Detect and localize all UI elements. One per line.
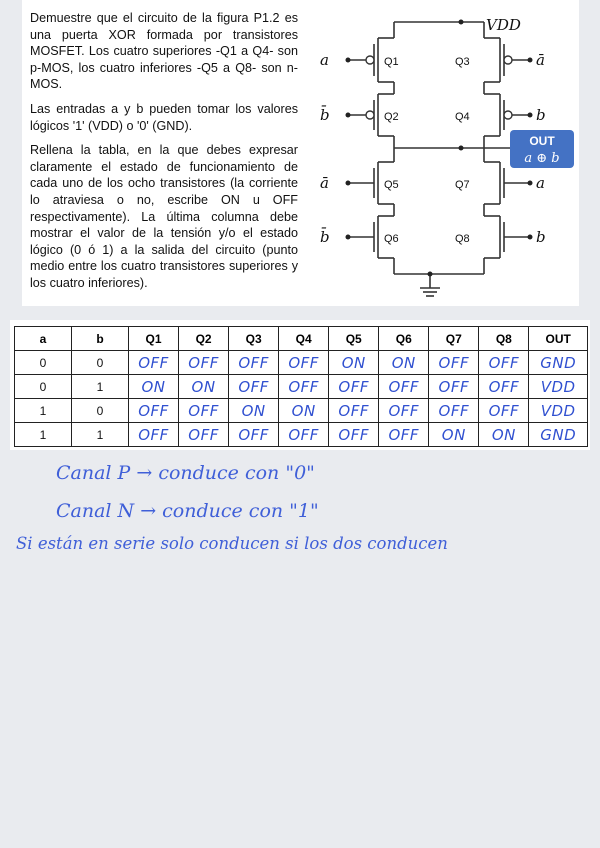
note-n-channel: Canal N → conduce con "1" (56, 500, 319, 522)
problem-paragraph-3: Rellena la tabla, en la que debes expresar claramente el estado de funcionamiento de cada uno de los ocho transistores (la corriente lo atraviesa o no, escribe ON u OFF respectivamente). La última columna debe mostrar el valor de la tensión y/o el estado lógico (0 ó 1) a la salida del circuito (punto medio entre los cuatro transistores superiores y los cuatro inferiores). (30, 143, 298, 290)
cell-out: GND (529, 351, 588, 375)
header-q7: Q7 (429, 327, 479, 351)
label-q2: Q2 (384, 111, 399, 123)
header-q4: Q4 (279, 327, 329, 351)
truth-table-panel (10, 320, 590, 450)
cell-q7: OFF (429, 351, 479, 375)
header-q8: Q8 (479, 327, 529, 351)
cell-a: 0 (15, 375, 72, 399)
cell-q6: OFF (379, 399, 429, 423)
input-b-right-1: b (536, 106, 546, 124)
label-q3: Q3 (455, 56, 470, 68)
table-row (15, 423, 588, 447)
header-q6: Q6 (379, 327, 429, 351)
cell-q7: ON (429, 423, 479, 447)
cell-q5: OFF (329, 375, 379, 399)
input-a-right: a (536, 174, 545, 192)
table-row (15, 399, 588, 423)
header-q3: Q3 (229, 327, 279, 351)
input-abar-left: ā (320, 174, 329, 192)
cell-out: VDD (529, 375, 588, 399)
note-series-rule: Si están en serie solo conducen si los dos conducen (16, 534, 448, 553)
problem-paragraph-2: Las entradas a y b pueden tomar los valores lógicos '1' (VDD) o '0' (GND). (30, 101, 298, 133)
cell-q4: ON (279, 399, 329, 423)
cell-q1: ON (129, 375, 179, 399)
cell-q4: OFF (279, 375, 329, 399)
header-q2: Q2 (179, 327, 229, 351)
cell-q4: OFF (279, 423, 329, 447)
label-q6: Q7 (455, 179, 470, 191)
table-header-row (15, 327, 588, 351)
problem-panel (22, 0, 579, 306)
cell-q2: OFF (179, 399, 229, 423)
cell-q3: OFF (229, 351, 279, 375)
input-a-left: a (320, 51, 329, 69)
header-q1: Q1 (129, 327, 179, 351)
cell-q5: OFF (329, 399, 379, 423)
cell-q1: OFF (129, 399, 179, 423)
cell-q8: OFF (479, 399, 529, 423)
cell-b: 1 (72, 375, 129, 399)
cell-out: GND (529, 423, 588, 447)
table-row (15, 375, 588, 399)
cell-q8: OFF (479, 375, 529, 399)
cell-b: 1 (72, 423, 129, 447)
xor-circuit-diagram (22, 0, 579, 306)
cell-q2: OFF (179, 351, 229, 375)
header-out: OUT (529, 327, 588, 351)
header-q5: Q5 (329, 327, 379, 351)
note-p-channel: Canal P → conduce con "0" (56, 462, 315, 484)
cell-q8: OFF (479, 351, 529, 375)
cell-q7: OFF (429, 399, 479, 423)
cell-q3: ON (229, 399, 279, 423)
cell-q6: OFF (379, 423, 429, 447)
input-bbar-left-1: b̄ (320, 106, 330, 124)
cell-q8: ON (479, 423, 529, 447)
cell-q3: OFF (229, 423, 279, 447)
cell-q3: OFF (229, 375, 279, 399)
input-bbar-left-2: b̄ (320, 228, 330, 246)
header-b: b (72, 327, 129, 351)
cell-a: 1 (15, 399, 72, 423)
problem-paragraph-1: Demuestre que el circuito de la figura P1.2 es una puerta XOR formada por transistores MOSFET. Los cuatro superiores -Q1 a Q4- son p-MOS, los cuatro inferiores -Q5 a Q8- son n-MOS. (30, 11, 298, 92)
cell-q2: OFF (179, 423, 229, 447)
cell-a: 1 (15, 423, 72, 447)
cell-q5: OFF (329, 423, 379, 447)
cell-b: 0 (72, 351, 129, 375)
cell-b: 0 (72, 399, 129, 423)
label-q8: Q8 (455, 233, 470, 245)
cell-out: VDD (529, 399, 588, 423)
input-b-right-2: b (536, 228, 546, 246)
cell-q1: OFF (129, 423, 179, 447)
vdd-label: VDD (486, 16, 521, 34)
cell-q6: ON (379, 351, 429, 375)
label-q5: Q5 (384, 179, 399, 191)
cell-q2: ON (179, 375, 229, 399)
truth-table (14, 326, 588, 447)
header-a: a (15, 327, 72, 351)
label-q1: Q1 (384, 56, 399, 68)
cell-q7: OFF (429, 375, 479, 399)
out-expression: a ⊕ b (524, 151, 560, 166)
out-label: OUT (529, 134, 555, 148)
cell-q4: OFF (279, 351, 329, 375)
table-row (15, 351, 588, 375)
cell-a: 0 (15, 351, 72, 375)
cell-q1: OFF (129, 351, 179, 375)
label-q7: Q6 (384, 233, 399, 245)
input-abar-right: ā (536, 51, 545, 69)
cell-q6: OFF (379, 375, 429, 399)
cell-q5: ON (329, 351, 379, 375)
label-q4: Q4 (455, 111, 470, 123)
